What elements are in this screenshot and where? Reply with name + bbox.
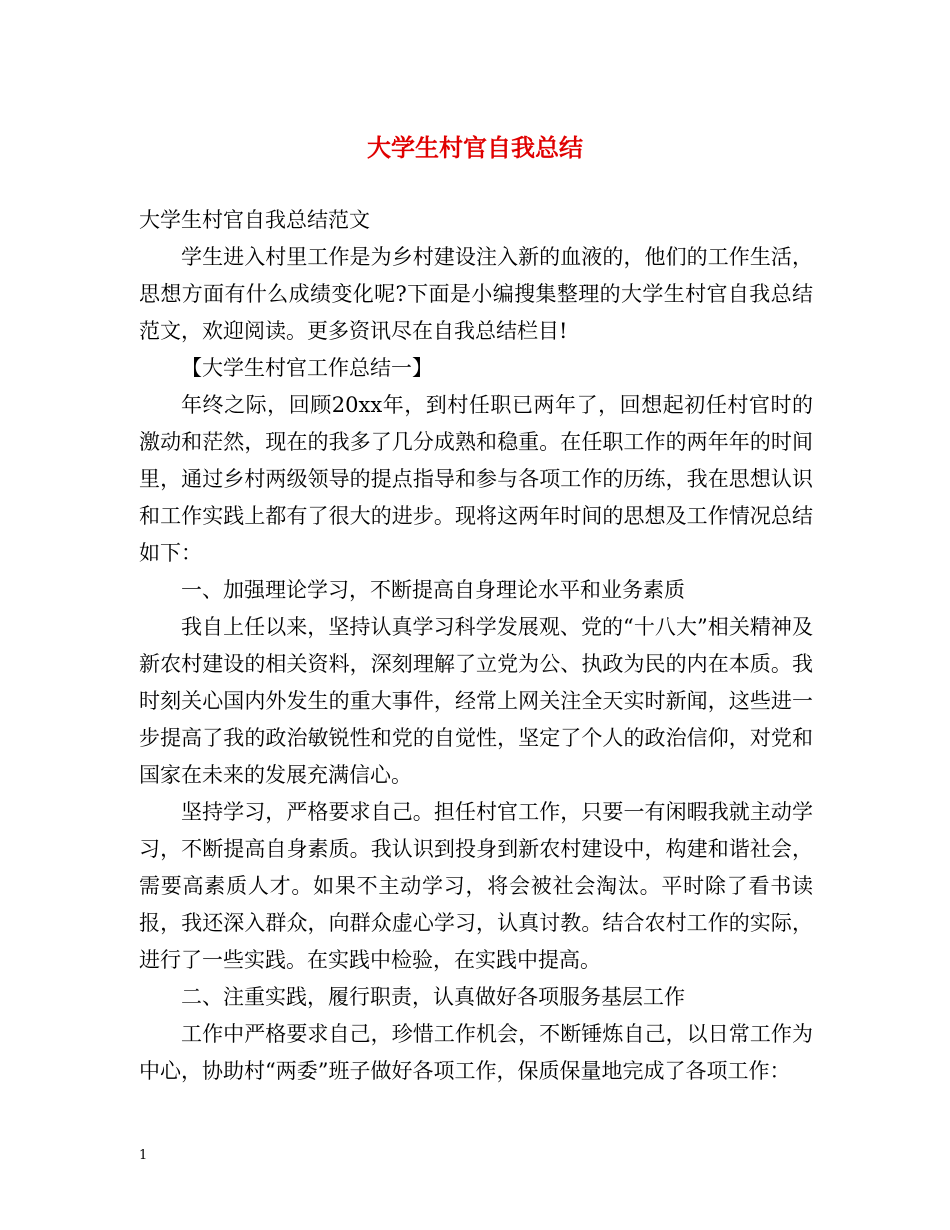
intro-paragraph: 学生进入村里工作是为乡村建设注入新的血液的，他们的工作生活，思想方面有什么成绩变化呢?下面是小编搜集整理的大学生村官自我总结范文，欢迎阅读。更多资讯尽在自我总结栏目! <box>139 245 813 343</box>
subtitle-paragraph: 大学生村官自我总结范文 <box>139 208 370 232</box>
section-heading: 一、加强理论学习，不断提高自身理论水平和业务素质 <box>181 578 685 602</box>
document-title: 大学生村官自我总结 <box>367 133 583 162</box>
body-paragraph: 坚持学习，严格要求自己。担任村官工作，只要一有闲暇我就主动学习，不断提高自身素质。我认识到投身到新农村建设中，构建和谐社会，需要高素质人才。如果不主动学习，将会被社会淘汰。平时除了看书读报，我还深入群众，向群众虚心学习，认真讨教。结合农村工作的实际，进行了一些实践。在实践中检验，在实践中提高。 <box>139 800 813 972</box>
body-paragraph: 我自上任以来，坚持认真学习科学发展观、党的“十八大”相关精神及新农村建设的相关资料，深刻理解了立党为公、执政为民的内在本质。我时刻关心国内外发生的重大事件，经常上网关注全天实时新闻，这些进一步提高了我的政治敏锐性和党的自觉性，坚定了个人的政治信仰，对党和国家在未来的发展充满信心。 <box>139 615 813 787</box>
section-heading: 二、注重实践，履行职责，认真做好各项服务基层工作 <box>181 985 685 1009</box>
body-paragraph: 工作中严格要求自己，珍惜工作机会，不断锤炼自己，以日常工作为中心，协助村“两委”班子做好各项工作，保质保量地完成了各项工作： <box>139 1022 813 1083</box>
body-paragraph: 年终之际，回顾20xx年，到村任职已两年了，回想起初任村官时的激动和茫然，现在的我多了几分成熟和稳重。在任职工作的两年年的时间里，通过乡村两级领导的提点指导和参与各项工作的历练，我在思想认识和工作实践上都有了很大的进步。现将这两年时间的思想及工作情况总结如下： <box>139 393 813 565</box>
section-heading: 【大学生村官工作总结一】 <box>181 356 433 380</box>
page-number: 1 <box>139 1148 148 1163</box>
document-body <box>139 202 813 1090</box>
